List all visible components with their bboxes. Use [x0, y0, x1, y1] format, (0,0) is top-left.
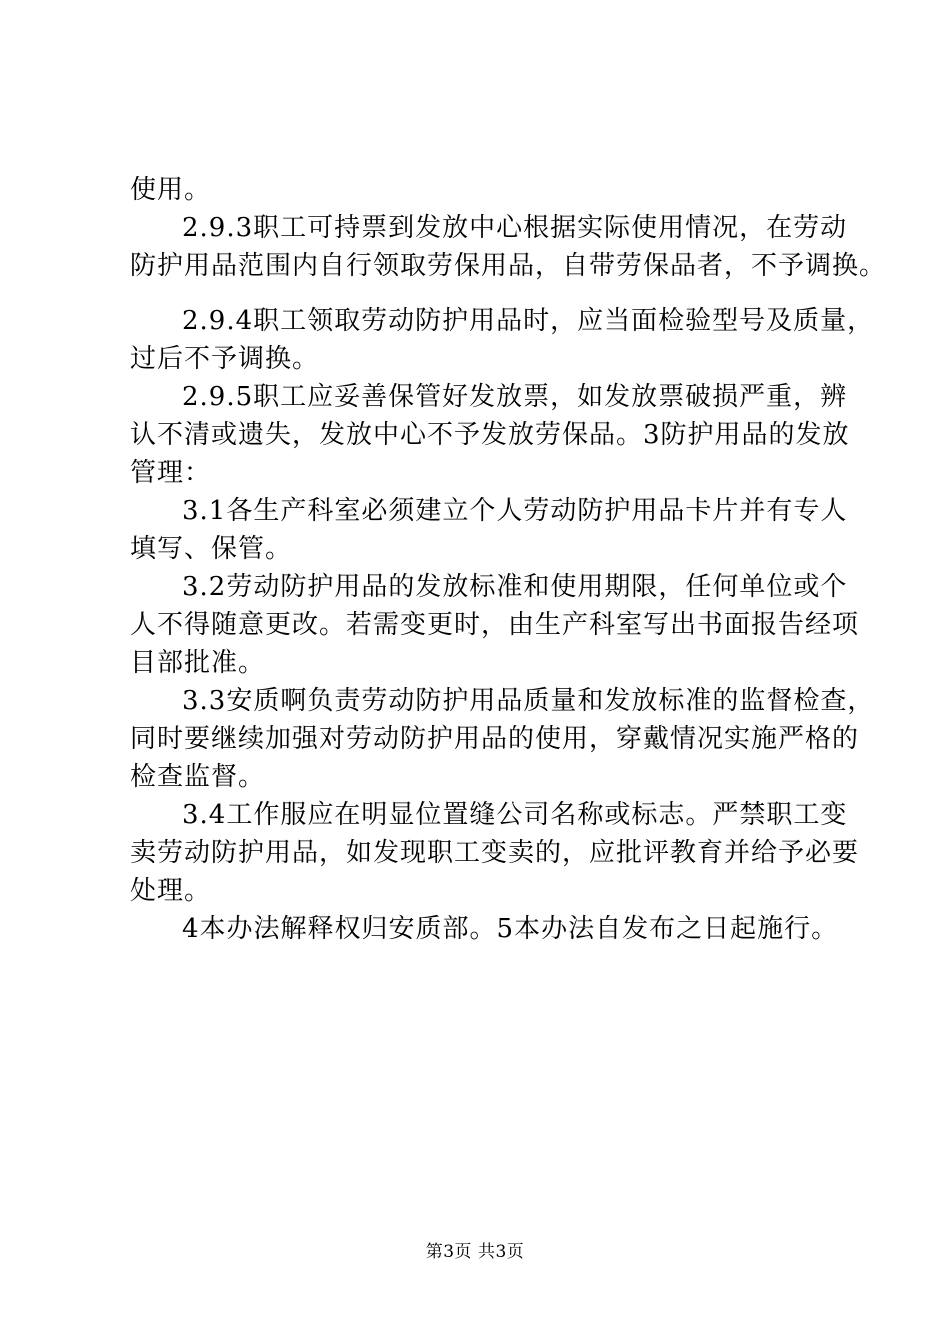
paragraph-line: 处理。	[130, 876, 212, 906]
paragraph-line: 检查监督。	[130, 762, 266, 792]
paragraph-line: 同时要继续加强对劳动防护用品的使用，穿戴情况实施严格的	[130, 724, 860, 754]
paragraph-line: 管理：	[130, 458, 212, 488]
paragraph-line: 2.9.3职工可持票到发放中心根据实际使用情况，在劳动	[182, 213, 848, 243]
paragraph-line: 填写、保管。	[130, 534, 293, 564]
paragraph-line: 3.1各生产科室必须建立个人劳动防护用品卡片并有专人	[182, 496, 848, 526]
paragraph-line: 认不清或遗失，发放中心不予发放劳保品。3防护用品的发放	[130, 420, 850, 450]
paragraph-line: 卖劳动防护用品，如发现职工变卖的，应批评教育并给予必要	[130, 838, 860, 868]
paragraph-line: 3.2劳动防护用品的发放标准和使用期限，任何单位或个	[182, 572, 848, 602]
paragraph-line: 目部批准。	[130, 648, 266, 678]
paragraph-line: 3.4工作服应在明显位置缝公司名称或标志。严禁职工变	[182, 800, 848, 830]
paragraph-line: 3.3安质啊负责劳动防护用品质量和发放标准的监督检查，	[182, 686, 875, 716]
paragraph-line: 4本办法解释权归安质部。5本办法自发布之日起施行。	[182, 914, 839, 944]
paragraph-line: 过后不予调换。	[130, 344, 320, 374]
paragraph-line: 2.9.4职工领取劳动防护用品时，应当面检验型号及质量，	[182, 306, 875, 336]
document-body	[130, 171, 887, 948]
paragraph-line: 防护用品范围内自行领取劳保用品，自带劳保品者，不予调换。	[130, 251, 887, 281]
page-number-footer: 第3页 共3页	[425, 1242, 525, 1262]
paragraph-line: 使用。	[130, 175, 212, 205]
paragraph-line: 2.9.5职工应妥善保管好发放票，如发放票破损严重，辨	[182, 382, 848, 412]
paragraph-line: 人不得随意更改。若需变更时，由生产科室写出书面报告经项	[130, 610, 860, 640]
